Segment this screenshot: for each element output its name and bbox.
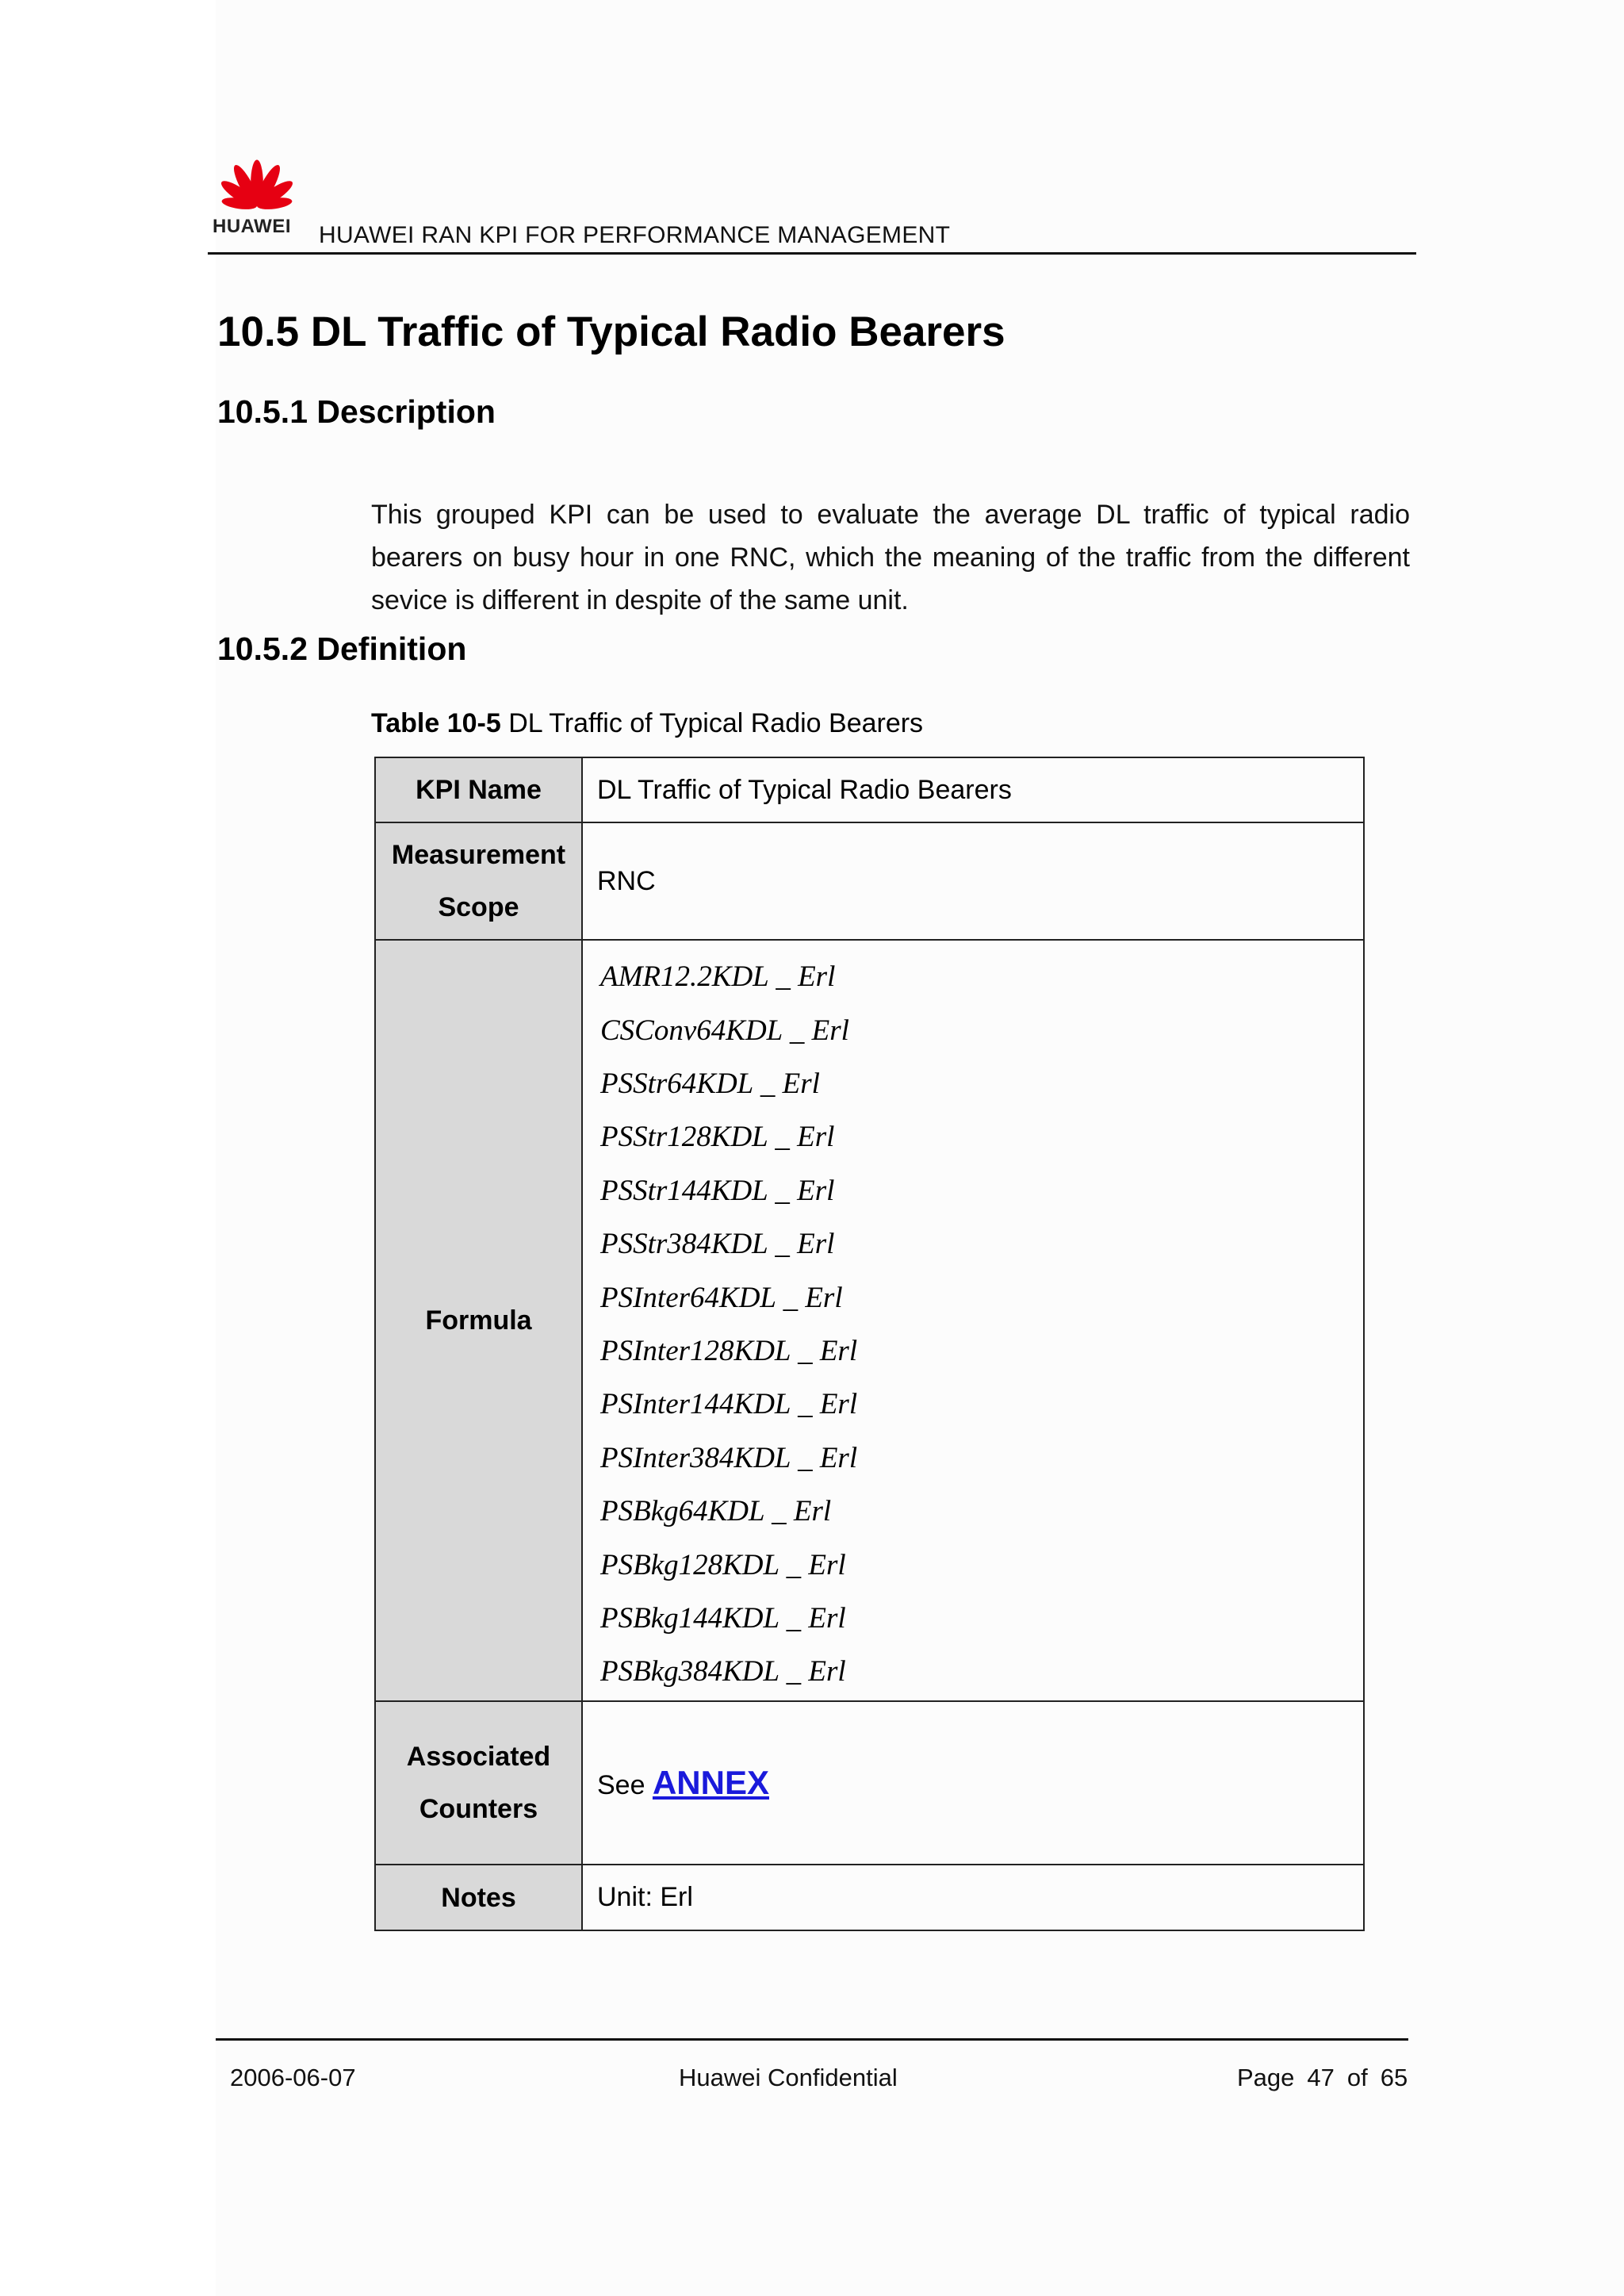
section-title: 10.5 DL Traffic of Typical Radio Bearers [217, 309, 1005, 355]
formula-item: PSBkg384KDL _ Erl [600, 1655, 846, 1688]
table-caption [371, 708, 923, 739]
formula-item: PSInter128KDL _ Erl [600, 1335, 858, 1367]
formula-item: PSStr144KDL _ Erl [600, 1174, 835, 1207]
formula-item: PSBkg144KDL _ Erl [600, 1601, 846, 1635]
formula-item: PSInter64KDL _ Erl [600, 1281, 843, 1314]
table-caption-text: DL Traffic of Typical Radio Bearers [500, 708, 924, 738]
of-word: of [1346, 2064, 1368, 2091]
associated-counters-label: Associated Counters [375, 1701, 582, 1865]
table-row [375, 757, 1364, 822]
page-word: Page [1237, 2064, 1295, 2091]
measurement-scope-value: RNC [582, 822, 1364, 940]
associated-counters-value [582, 1701, 1364, 1865]
annex-link[interactable]: ANNEX [652, 1764, 769, 1801]
kpi-name-value: DL Traffic of Typical Radio Bearers [582, 757, 1364, 822]
see-text: See [597, 1770, 653, 1800]
description-heading: 10.5.1 Description [217, 393, 496, 430]
footer-page-number [1237, 2064, 1408, 2092]
formula-item: PSBkg64KDL _ Erl [600, 1495, 832, 1528]
page-total: 65 [1380, 2064, 1408, 2091]
formula-cell [582, 940, 1364, 1701]
formula-item: PSStr384KDL _ Erl [600, 1228, 835, 1261]
formula-item: PSInter144KDL _ Erl [600, 1388, 858, 1421]
kpi-definition-table [374, 757, 1365, 1931]
notes-label: Notes [375, 1865, 582, 1930]
definition-heading: 10.5.2 Definition [217, 631, 467, 667]
table-row [375, 1865, 1364, 1930]
formula-item: CSConv64KDL _ Erl [600, 1014, 849, 1047]
footer-confidential: Huawei Confidential [679, 2064, 898, 2091]
formula-item: AMR12.2KDL _ Erl [600, 960, 836, 994]
formula-item: PSInter384KDL _ Erl [600, 1441, 858, 1474]
table-row [375, 940, 1364, 1701]
measurement-scope-label: Measurement Scope [375, 822, 582, 940]
header-title: HUAWEI RAN KPI FOR PERFORMANCE MANAGEMENT [319, 222, 951, 248]
notes-value: Unit: Erl [582, 1865, 1364, 1930]
description-paragraph: This grouped KPI can be used to evaluate the average DL traffic of typical radio bearers on busy hour in one RNC, which the meaning of the traffic from the different sevice is different in despite of the same unit. [371, 500, 1410, 615]
logo-wordmark: HUAWEI [213, 216, 291, 237]
footer-divider [216, 2038, 1408, 2041]
formula-list [597, 942, 1349, 1698]
kpi-name-label: KPI Name [375, 757, 582, 822]
table-caption-label: Table 10-5 [371, 708, 501, 738]
formula-item: PSBkg128KDL _ Erl [600, 1548, 846, 1581]
footer-date: 2006-06-07 [230, 2064, 356, 2091]
table-row [375, 822, 1364, 940]
formula-item: PSStr64KDL _ Erl [600, 1068, 820, 1101]
page-number: 47 [1307, 2064, 1335, 2091]
formula-label: Formula [375, 940, 582, 1701]
formula-item: PSStr128KDL _ Erl [600, 1121, 835, 1154]
header-divider [208, 252, 1416, 255]
table-row [375, 1701, 1364, 1865]
